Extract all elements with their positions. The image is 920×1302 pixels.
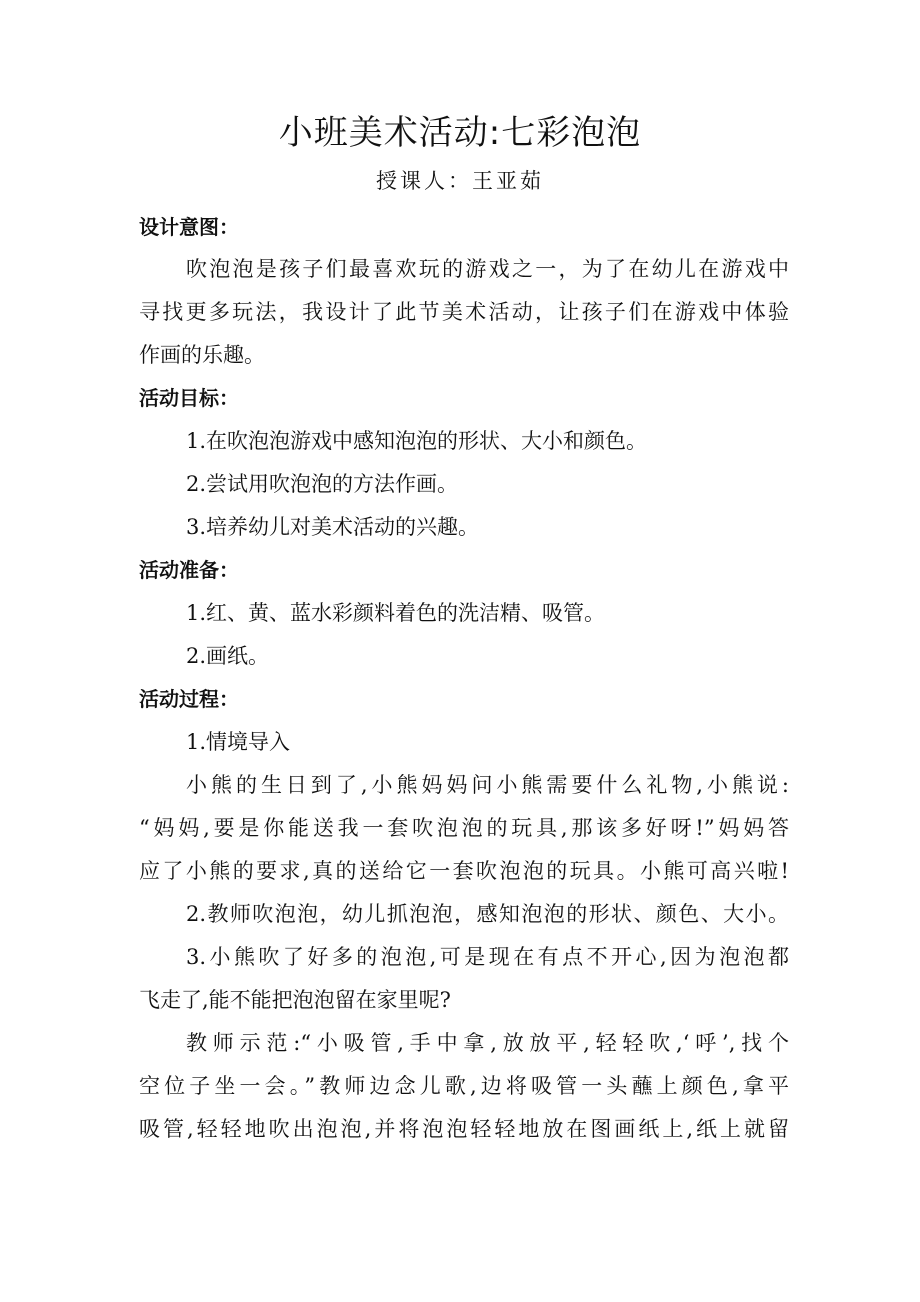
- section-heading-design-intent: 设计意图：: [139, 215, 239, 239]
- paragraph-line: 教师示范:“小吸管,手中拿,放放平,轻轻吹,‘呼’,找个: [186, 1031, 789, 1055]
- paragraph-line: 作画的乐趣。: [139, 343, 265, 367]
- section-heading-process: 活动过程：: [139, 687, 239, 711]
- list-item: 1.红、黄、蓝水彩颜料着色的洗洁精、吸管。: [186, 601, 606, 625]
- paragraph-line: 小熊的生日到了,小熊妈妈问小熊需要什么礼物,小熊说:: [186, 773, 789, 797]
- paragraph-line: 吸管,轻轻地吹出泡泡,并将泡泡轻轻地放在图画纸上,纸上就留: [139, 1117, 789, 1141]
- paragraph-line: 空位子坐一会。”教师边念儿歌,边将吸管一头蘸上颜色,拿平: [139, 1074, 789, 1098]
- list-item: 3.培养幼儿对美术活动的兴趣。: [186, 515, 480, 539]
- list-item: 2.教师吹泡泡，幼儿抓泡泡，感知泡泡的形状、颜色、大小。: [186, 902, 789, 926]
- list-item: 1.在吹泡泡游戏中感知泡泡的形状、大小和颜色。: [186, 429, 648, 453]
- paragraph-line: 应了小熊的要求,真的送给它一套吹泡泡的玩具。小熊可高兴啦!: [139, 859, 789, 883]
- document-title: 小班美术活动:七彩泡泡: [278, 113, 642, 153]
- list-item: 3.小熊吹了好多的泡泡,可是现在有点不开心,因为泡泡都: [186, 945, 789, 969]
- paragraph-line: 吹泡泡是孩子们最喜欢玩的游戏之一，为了在幼儿在游戏中: [186, 257, 789, 281]
- paragraph-line: “妈妈,要是你能送我一套吹泡泡的玩具,那该多好呀!”妈妈答: [139, 816, 789, 840]
- section-heading-goals: 活动目标：: [139, 386, 239, 410]
- list-item: 2.画纸。: [186, 644, 270, 668]
- author-line: 授课人：王亚茹: [376, 169, 544, 193]
- list-item: 1.情境导入: [186, 730, 291, 754]
- list-item: 2.尝试用吹泡泡的方法作画。: [186, 472, 459, 496]
- paragraph-line: 寻找更多玩法，我设计了此节美术活动，让孩子们在游戏中体验: [139, 300, 789, 324]
- paragraph-line: 飞走了,能不能把泡泡留在家里呢?: [139, 988, 451, 1012]
- section-heading-preparation: 活动准备：: [139, 558, 239, 582]
